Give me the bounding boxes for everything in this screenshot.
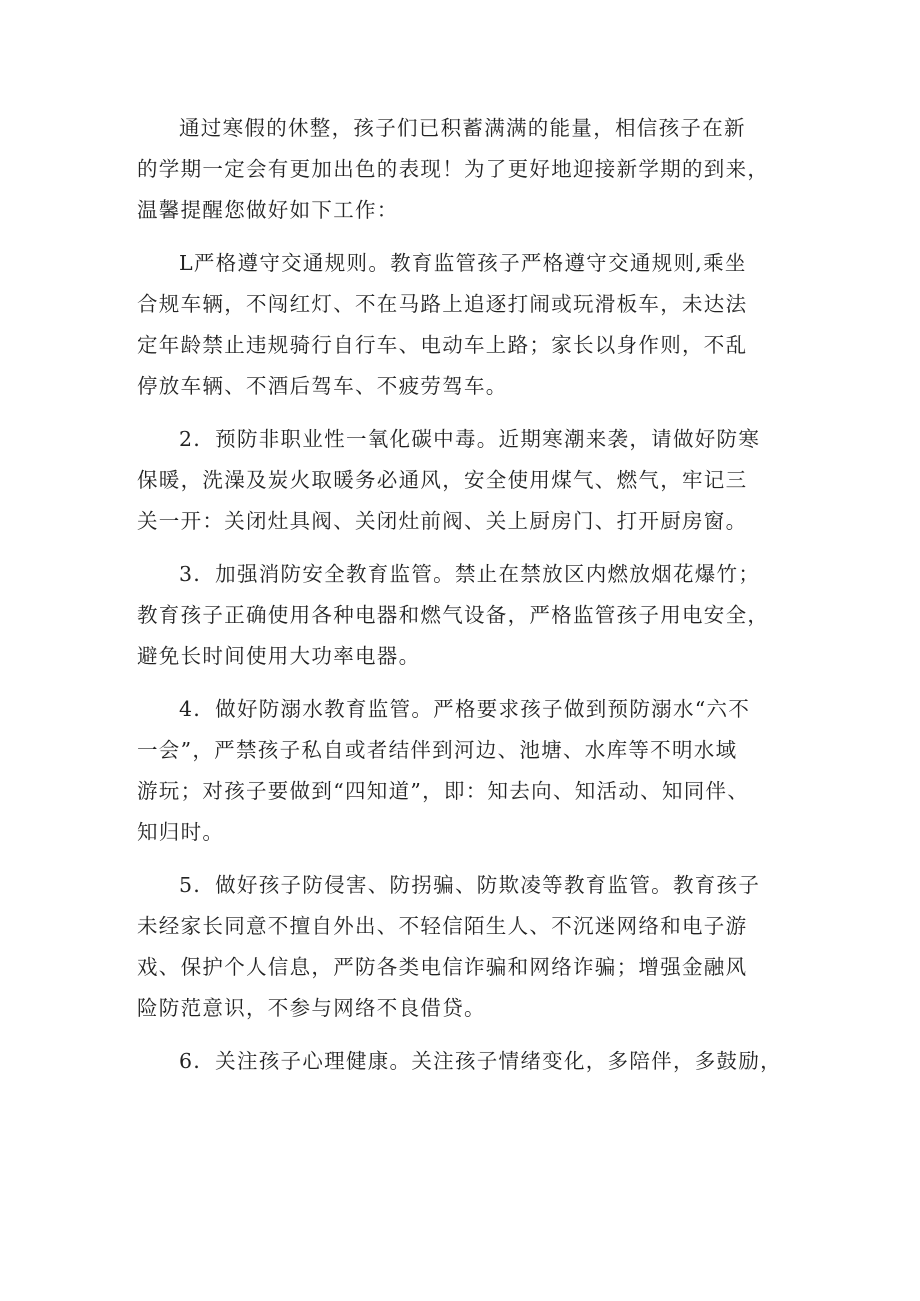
paragraph-line: 4．做好防溺水教育监管。严格要求孩子做到预防溺水“六不 bbox=[179, 697, 751, 721]
document-body bbox=[137, 108, 802, 1094]
item-1-traffic-rules bbox=[137, 243, 802, 407]
paragraph-line: 的学期一定会有更加出色的表现！为了更好地迎接新学期的到来， bbox=[137, 157, 770, 181]
paragraph-line: 知归时。 bbox=[137, 820, 225, 844]
paragraph-line: 戏、保护个人信息，严防各类电信诈骗和网络诈骗；增强金融风 bbox=[137, 955, 748, 979]
paragraph-line: L严格遵守交通规则。教育监管孩子严格遵守交通规则,乘坐 bbox=[179, 251, 747, 275]
intro-paragraph bbox=[137, 108, 802, 231]
paragraph-line: 停放车辆、不酒后驾车、不疲劳驾车。 bbox=[137, 374, 508, 398]
paragraph-line: 通过寒假的休整，孩子们已积蓄满满的能量，相信孩子在新 bbox=[179, 116, 746, 140]
paragraph-line: 保暖，洗澡及炭火取暖务必通风，安全使用煤气、燃气，牢记三 bbox=[137, 468, 748, 492]
item-5-anti-fraud bbox=[137, 865, 802, 1029]
paragraph-line: 温馨提醒您做好如下工作： bbox=[137, 198, 399, 222]
paragraph-line: 定年龄禁止违规骑行自行车、电动车上路；家长以身作则，不乱 bbox=[137, 333, 748, 357]
paragraph-line: 2．预防非职业性一氧化碳中毒。近期寒潮来袭，请做好防寒 bbox=[179, 427, 761, 451]
paragraph-line: 教育孩子正确使用各种电器和燃气设备，严格监管孩子用电安全， bbox=[137, 603, 770, 627]
item-6-mental-health bbox=[137, 1041, 802, 1082]
paragraph-line: 游玩；对孩子要做到“四知道”，即：知去向、知活动、知同伴、 bbox=[137, 779, 750, 803]
paragraph-line: 未经家长同意不擅自外出、不轻信陌生人、不沉迷网络和电子游 bbox=[137, 914, 748, 938]
paragraph-line: 关一开：关闭灶具阀、关闭灶前阀、关上厨房门、打开厨房窗。 bbox=[137, 509, 748, 533]
paragraph-line: 险防范意识，不参与网络不良借贷。 bbox=[137, 996, 486, 1020]
paragraph-line: 合规车辆，不闯红灯、不在马路上追逐打闹或玩滑板车，未达法 bbox=[137, 292, 748, 316]
paragraph-line: 6．关注孩子心理健康。关注孩子情绪变化，多陪伴，多鼓励， bbox=[179, 1049, 782, 1073]
paragraph-line: 3．加强消防安全教育监管。禁止在禁放区内燃放烟花爆竹； bbox=[179, 562, 761, 586]
paragraph-line: 一会”，严禁孩子私自或者结伴到河边、池塘、水库等不明水域 bbox=[137, 738, 738, 762]
paragraph-line: 5．做好孩子防侵害、防拐骗、防欺凌等教育监管。教育孩子 bbox=[179, 873, 761, 897]
item-4-drowning-prevention bbox=[137, 689, 802, 853]
item-3-fire-safety bbox=[137, 554, 802, 677]
paragraph-line: 避免长时间使用大功率电器。 bbox=[137, 644, 421, 668]
item-2-carbon-monoxide bbox=[137, 419, 802, 542]
